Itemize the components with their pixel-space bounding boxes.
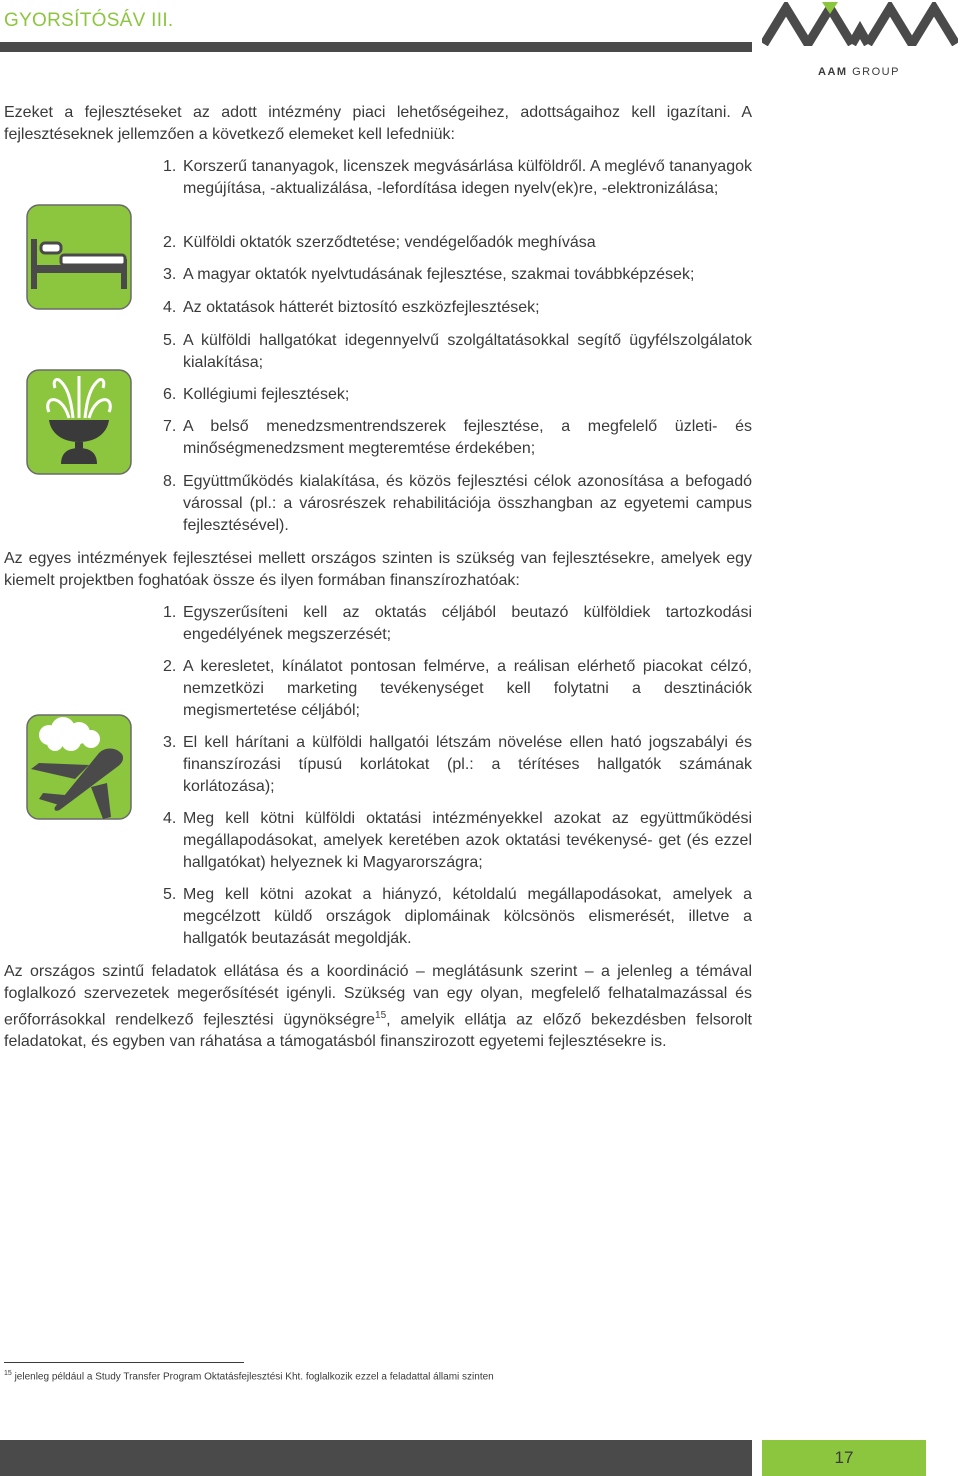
- footnote-divider: [4, 1362, 244, 1363]
- header-bar: [0, 42, 752, 52]
- list-item: 4. Meg kell kötni külföldi oktatási intézményekkel azokat az együttműködési megállapodásokat, amelyek keretében azok oktatási tevékenysé- get (és ezzel hallgatókat) helyeznek ki Magyarországra;: [163, 810, 752, 871]
- list-item: 3. A magyar oktatók nyelvtudásának fejlesztése, szakmai továbbképzések;: [163, 266, 695, 283]
- intro-paragraph: Ezeket a fejlesztéseket az adott intézmény piaci lehetőségeihez, adottságaihoz kell igazítani. A fejlesztéseknek jellemzően a következő elemeket kell lefedniük:: [4, 104, 752, 143]
- list-item: 3. El kell hárítani a külföldi hallgatói létszám növelése ellen ható jogszabályi és finanszírozási típusú korlátokat (pl.: a térítéses hallgatók számának korlátozása);: [163, 734, 752, 795]
- list-item: 4. Az oktatások hátterét biztosító eszközfejlesztések;: [163, 299, 540, 316]
- list-item: 5. A külföldi hallgatókat idegennyelvű szolgáltatásokkal segítő ügyfélszolgálatok kialakítása;: [163, 332, 752, 371]
- list-item: 7. A belső menedzsmentrendszerek fejlesztése, a megfelelő üzleti- és minőségmenedzsment megteremtése érdekében;: [163, 418, 752, 457]
- list-item: 2. Külföldi oktatók szerződtetése; vendégelőadók meghívása: [163, 234, 596, 251]
- list-item: 8. Együttműködés kialakítása, és közös fejlesztési célok azonosítása a befogadó várossal (pl.: a városrészek rehabilitációja összhangban az egyetemi campus fejlesztésével).: [163, 473, 752, 534]
- list-item: 1. Egyszerűsíteni kell az oktatás céljából beutazó külföldiek tartozkodási engedélyének megszerzését;: [163, 604, 752, 643]
- footnote: $^{15}$ jelenleg például a Study Transfer Program Oktatásfejlesztési Kht. foglalkozik ezzel a feladattal állami szinten: [4, 1370, 494, 1383]
- bed-icon: [25, 203, 133, 311]
- airplane-icon: [25, 713, 133, 821]
- list-item: 6. Kollégiumi fejlesztések;: [163, 386, 350, 403]
- footnote-ref: 15: [375, 1010, 387, 1021]
- header-title: GYORSÍTÓSÁV III.: [4, 10, 174, 31]
- page-number: 17: [834, 1448, 854, 1467]
- fountain-icon: [25, 368, 133, 476]
- list-item: 1. Korszerű tananyagok, licenszek megvásárlása külföldről. A meglévő tananyagok megújítása, -aktualizálása, -lefordítása idegen nyelv(ek)re, -elektronizálása;: [163, 158, 752, 197]
- footer-bar: [0, 1440, 752, 1476]
- closing-paragraph: Az országos szintű feladatok ellátása és a koordináció – meglátásunk szerint – a jelenleg a témával foglalkozó szervezetek megerősítését igényli. Szükség van egy olyan, megfelelő felhatalmazással és erőforrásokkal rendelkező fejlesztési ügynökségre$^{15}$, amelyik ellátja az előző bekezdésben felsorolt feladatokat, és egyben van ráhatása a támogatásból finanszirozott egyetemi fejlesztésekre is.: [4, 963, 753, 1051]
- aam-logo-icon: [762, 2, 958, 46]
- middle-paragraph: Az egyes intézmények fejlesztései mellett országos szinten is szükség van fejlesztésekre, amelyek egy kiemelt projektben foghatóak össze és ilyen formában finanszírozhatóak:: [4, 550, 752, 589]
- logo-text: AAM GROUP: [818, 66, 900, 78]
- list-item: 2. A keresletet, kínálatot pontosan felmérve, a reálisan elérhető piacokat célzó, nemzetközi marketing tevékenységet kell folytatni a desztinációk megismertetése céljából;: [163, 658, 752, 719]
- list-item: 5. Meg kell kötni azokat a hiányzó, kétoldalú megállapodásokat, amelyek a megcélzott küldő országok diplomáinak kölcsönös elismerését, illetve a hallgatók beutazását megoldják.: [163, 886, 752, 947]
